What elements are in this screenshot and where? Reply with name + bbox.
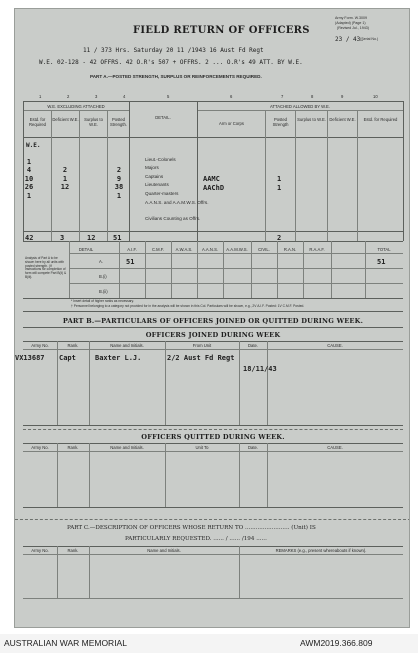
part-a-title: PART A.—POSTED STRENGTH, SURPLUS OR REINFORCEMENTS REQUIRED. bbox=[90, 74, 262, 79]
summary-col-aif: A.I.F. bbox=[127, 247, 137, 252]
joined-date: 18/11/43 bbox=[243, 365, 277, 373]
serial-label: (Serial No.) bbox=[360, 37, 379, 41]
return-date-line: 11 / 373 Hrs. Saturday 20 11 /1943 16 Aust Fd Regt bbox=[83, 47, 264, 54]
summary-col-awas: A.W.A.S. bbox=[175, 247, 193, 252]
we-label: W.E. bbox=[26, 142, 41, 149]
footer-accession-id: AWM2019.366.809 bbox=[300, 638, 373, 648]
quitted-col-army-no: Army No. bbox=[31, 445, 49, 450]
part-c-col-name: Name and Initials. bbox=[147, 548, 181, 553]
footer-institution: AUSTRALIAN WAR MEMORIAL bbox=[4, 638, 127, 648]
army-form-revised: (Revised Jul., 1943) bbox=[337, 26, 369, 30]
att-posted-2: 1 bbox=[277, 184, 282, 192]
col-deficient-values: 2 1 12 bbox=[60, 166, 70, 192]
col-estd-values: 1 4 10 26 1 bbox=[24, 158, 34, 200]
col-posted-values: 2 9 38 1 bbox=[114, 166, 124, 200]
joined-title: OFFICERS JOINED DURING WEEK bbox=[145, 331, 281, 339]
summary-row-a: A. bbox=[99, 259, 103, 264]
rank-aans: A.A.N.S. and A.A.M.W.S. Offrs. bbox=[145, 200, 209, 205]
joined-unit: 2/2 Aust Fd Regt bbox=[167, 354, 235, 362]
joined-name: Baxter L.J. bbox=[95, 354, 142, 362]
joined-col-rank: Rank. bbox=[67, 343, 79, 348]
header-att-deficient: Deficient W.E. bbox=[329, 117, 356, 122]
total-attached: 2 bbox=[277, 234, 282, 242]
summary-detail-label: DETAIL bbox=[78, 247, 94, 252]
summary-col-aamws: A.A.M.W.S. bbox=[226, 247, 248, 252]
joined-rank: Capt bbox=[59, 354, 76, 362]
summary-col-civil: CIVIL. bbox=[258, 247, 270, 252]
quitted-col-unit: Unit To bbox=[195, 445, 209, 450]
corps-aachd: AAChD bbox=[203, 184, 225, 192]
army-form-number: Army Form. W.3009 bbox=[335, 16, 367, 20]
form-sheet: Army Form. W.3009 (Adapted) (Page 1) (Revised Jul., 1943) FIELD RETURN OF OFFICERS 23 / 43. (Serial No.) 11 / 373 Hrs. Saturday 20 11 /1943 16 Aust Fd Regt W.E. 02-128 - 42 OFFRS. 42 O.R's 507 + OFFRS. 2 ... O.R's 49 ATT. BY W.E. PART A.—POSTED STRENGTH, SURPLUS OR REINFORCEMENTS REQUIRED. 1 2 3 4 5 6 7 8 9 10 W.E. EXCLUDING ATTACHED ATTACHED ALLOWED BY W.E. DETAIL. Estd. for Required Deficient W.E. Surplus to W.E. Posted Strength. Arm or Corps Posted Strength Surplus to W.E. Deficient W.E. Estd. for Required W.E. 1 4 10 26 1 2 1 12 2 9 38 1 Lieut.-Colonels Majors Captains Lieutenants Quarter-masters A.A.N.S. and A.A.M.W.S. Offrs. Civilians Counting as Offrs. AAMC AAChD 1 1 42 3 12 51 2 DETAIL A.I.F. C.M.F. A.W.A.S. A.A.N.S. A.A.M.W.S. CIVIL. R.A.N. R.A.A.F. TOTAL A. B.(i) B.(ii) 51 51 Analysis of Part A to be shown here by all units with posted strength. (If instructions for completion of form will compete Part B(ii) & B(iii). * Insert detail of higher ranks as necessary. † Personnel belonging to a category not provided for in the analysis will be shown in this Col. Particulars will be shown, e.g., 2V A.I.F. Posted: 1V C.M.F. Posted. PART B.—PARTICULARS OF OFFICERS JOINED OR QUITTED DURING WEEK. OFFICERS JOINED DURING WEEK Army No. Rank. Name and Initials. From Unit Date. CAUSE. VX13687 Capt Baxter L.J. 2/2 Aust Fd Regt 18/11/43 OFFICERS QUITTED DURING WEEK. Army No. Rank. Name and Initials. Unit To Date. CAUSE. PART C.—DESCRIPTION OF OFFICERS WHOSE RETURN TO ......................... (Unit) IS PARTICULARLY REQUESTED. ...... / ...... /194 ...... Army No. Rank. Name and Initials. REMARKS (e.g., present whereabouts if known). bbox=[14, 8, 410, 628]
corps-aamc: AAMC bbox=[203, 175, 220, 183]
quitted-col-cause: CAUSE. bbox=[327, 445, 343, 450]
archive-footer bbox=[0, 634, 418, 653]
part-c-title-2: PARTICULARLY REQUESTED. ...... / ...... /194 ...... bbox=[125, 536, 267, 542]
total-surplus: 12 bbox=[87, 234, 96, 242]
header-deficient: Deficient W.E. bbox=[52, 117, 79, 122]
header-surplus: Surplus to W.E. bbox=[84, 117, 103, 127]
summary-col-cmf: C.M.F. bbox=[151, 247, 165, 252]
rank-list: Lieut.-Colonels Majors Captains Lieutenants Quarter-masters bbox=[145, 157, 179, 196]
summary-row-b1: B.(i) bbox=[99, 274, 107, 279]
quitted-col-rank: Rank. bbox=[67, 445, 79, 450]
joined-col-unit: From Unit bbox=[192, 343, 212, 348]
joined-col-army-no: Army No. bbox=[31, 343, 49, 348]
summary-col-ran: R.A.N. bbox=[283, 247, 297, 252]
detail-header: DETAIL. bbox=[155, 115, 171, 120]
summary-total-value: 51 bbox=[377, 258, 386, 266]
quitted-col-name: Name and Initials. bbox=[110, 445, 144, 450]
army-form-adapted: (Adapted) (Page 1) bbox=[335, 21, 366, 25]
summary-aif-value: 51 bbox=[126, 258, 135, 266]
total-deficient: 3 bbox=[60, 234, 65, 242]
summary-row-b2: B.(ii) bbox=[99, 289, 108, 294]
header-posted: Posted Strength. bbox=[110, 117, 127, 127]
total-estd: 42 bbox=[25, 234, 34, 242]
summary-col-raaf: R.A.A.F. bbox=[309, 247, 325, 252]
joined-army-no: VX13687 bbox=[15, 354, 45, 362]
header-estd: Estd. for Required bbox=[29, 117, 46, 127]
header-att-posted: Posted Strength bbox=[272, 117, 289, 127]
att-posted-1: 1 bbox=[277, 175, 282, 183]
header-att-estd: Estd. for Required bbox=[363, 117, 398, 122]
part-c-col-army-no: Army No. bbox=[31, 548, 49, 553]
joined-col-cause: CAUSE. bbox=[327, 343, 343, 348]
summary-footnote-2: † Personnel belonging to a category not provided for in the analysis will be shown in this Col. Particulars will be shown, e.g., 2V A.I.F. Posted: 1V C.M.F. Posted. bbox=[71, 304, 305, 308]
quitted-col-date: Date. bbox=[247, 445, 258, 450]
form-title: FIELD RETURN OF OFFICERS bbox=[133, 25, 310, 36]
part-c-col-rank: Rank. bbox=[67, 548, 79, 553]
total-posted: 51 bbox=[113, 234, 122, 242]
group-attached: ATTACHED ALLOWED BY W.E. bbox=[269, 104, 331, 109]
part-b-title: PART B.—PARTICULARS OF OFFICERS JOINED OR QUITTED DURING WEEK. bbox=[62, 317, 364, 325]
header-att-surplus: Surplus to W.E. bbox=[297, 117, 326, 122]
summary-note: Analysis of Part A to be shown here by all units with posted strength. (If instructions for completion of form will compete Part B(ii) & B(iii). bbox=[25, 256, 67, 279]
joined-col-date: Date. bbox=[247, 343, 258, 348]
group-we-excluding: W.E. EXCLUDING ATTACHED bbox=[47, 104, 105, 109]
summary-footnote-1: * Insert detail of higher ranks as necessary. bbox=[71, 299, 134, 303]
header-arm-corps: Arm or Corps bbox=[219, 121, 244, 126]
part-c-title: PART C.—DESCRIPTION OF OFFICERS WHOSE RETURN TO ......................... (Unit) IS bbox=[67, 525, 316, 531]
strength-line: W.E. 02-128 - 42 OFFRS. 42 O.R's 507 + OFFRS. 2 ... O.R's 49 ATT. BY W.E. bbox=[39, 59, 303, 66]
joined-col-name: Name and Initials. bbox=[110, 343, 144, 348]
summary-col-aans: A.A.N.S. bbox=[201, 247, 219, 252]
summary-col-total: TOTAL bbox=[377, 247, 391, 252]
serial-number: 23 / 43. bbox=[335, 36, 364, 43]
rank-civilians: Civilians Counting as Offrs. bbox=[145, 216, 201, 221]
quitted-title: OFFICERS QUITTED DURING WEEK. bbox=[141, 433, 285, 441]
part-c-col-remarks: REMARKS (e.g., present whereabouts if known). bbox=[275, 548, 367, 553]
